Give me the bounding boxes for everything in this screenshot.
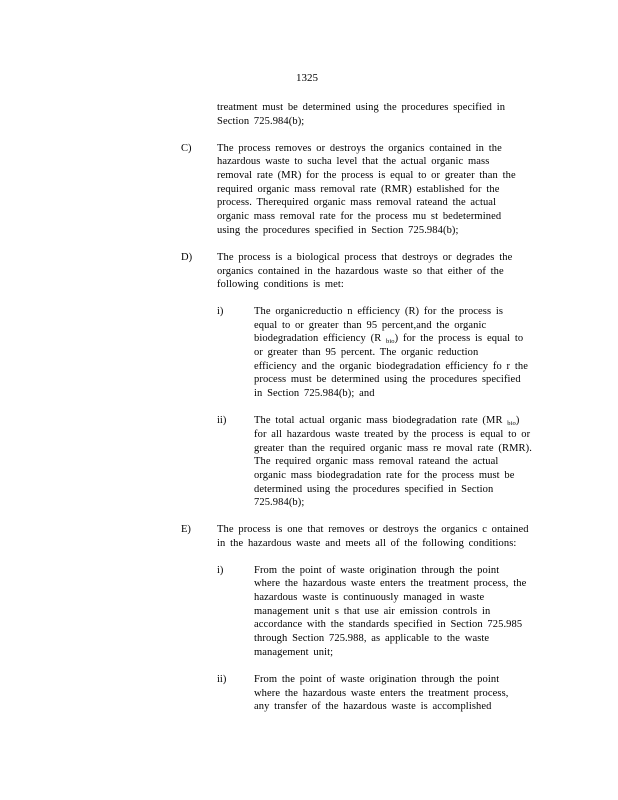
item-label: ii) (217, 415, 227, 426)
section-label: C) (181, 143, 192, 154)
text-line: any transfer of the hazardous waste is accomplished (254, 701, 492, 712)
text-line: The total actual organic mass biodegradation rate (MR $_{bio}$) (254, 415, 520, 427)
text-line: hazardous waste is continuously managed in waste (254, 592, 485, 603)
text-line: required organic mass removal rate (RMR) established for the (217, 184, 500, 195)
text-line: The process is one that removes or destroys the organics c ontained (217, 524, 529, 535)
text-line: where the hazardous waste enters the treatment process, the (254, 578, 527, 589)
text-line: accordance with the standards specified in Section 725.985 (254, 619, 523, 630)
text-line: greater than the required organic mass re moval rate (RMR). (254, 443, 532, 454)
item-label: ii) (217, 674, 227, 685)
text-line: Section 725.984(b); (217, 116, 305, 127)
text-line: or greater than 95 percent. The organic reduction (254, 347, 479, 358)
section-label: E) (181, 524, 191, 535)
text-line: From the point of waste origination through the point (254, 565, 500, 576)
text-line: The process removes or destroys the organics contained in the (217, 143, 502, 154)
text-line: The required organic mass removal rateand the actual (254, 456, 499, 467)
text-line: equal to or greater than 95 percent,and the organic (254, 320, 487, 331)
text-line: in the hazardous waste and meets all of the following conditions: (217, 538, 517, 549)
page-number: 1325 (296, 72, 318, 84)
text-line: for all hazardous waste treated by the process is equal to or (254, 429, 531, 440)
text-line: in Section 725.984(b); and (254, 388, 375, 399)
item-label: i) (217, 306, 224, 317)
text-line: management unit; (254, 647, 334, 658)
text-line: The process is a biological process that destroys or degrades the (217, 252, 513, 263)
text-line: following conditions is met: (217, 279, 344, 290)
text-line: The organicreductio n efficiency (R) for the process is (254, 306, 504, 317)
text-line: removal rate (MR) for the process is equal to or greater than the (217, 170, 516, 181)
text-line: organics contained in the hazardous waste so that either of the (217, 266, 504, 277)
text-line: management unit s that use air emission controls in (254, 606, 491, 617)
section-label: D) (181, 252, 193, 263)
text-line: process. Therequired organic mass removal rateand the actual (217, 197, 497, 208)
text-line: hazardous waste to sucha level that the actual organic mass (217, 156, 490, 167)
text-line: treatment must be determined using the procedures specified in (217, 102, 506, 113)
text-line: From the point of waste origination through the point (254, 674, 500, 685)
text-line: using the procedures specified in Section 725.984(b); (217, 225, 459, 236)
text-line: determined using the procedures specified in Section (254, 484, 494, 495)
text-line: organic mass removal rate for the process mu st bedetermined (217, 211, 502, 222)
item-label: i) (217, 565, 224, 576)
text-line: efficiency and the organic biodegradation efficiency fo r the (254, 361, 528, 372)
text-line: 725.984(b); (254, 497, 305, 508)
text-line: biodegradation efficiency (R $_{bio}$) for the process is equal to (254, 333, 524, 345)
text-line: process must be determined using the procedures specified (254, 374, 521, 385)
text-line: organic mass biodegradation rate for the process must be (254, 470, 515, 481)
text-line: through Section 725.988, as applicable to the waste (254, 633, 490, 644)
text-line: where the hazardous waste enters the treatment process, (254, 688, 509, 699)
